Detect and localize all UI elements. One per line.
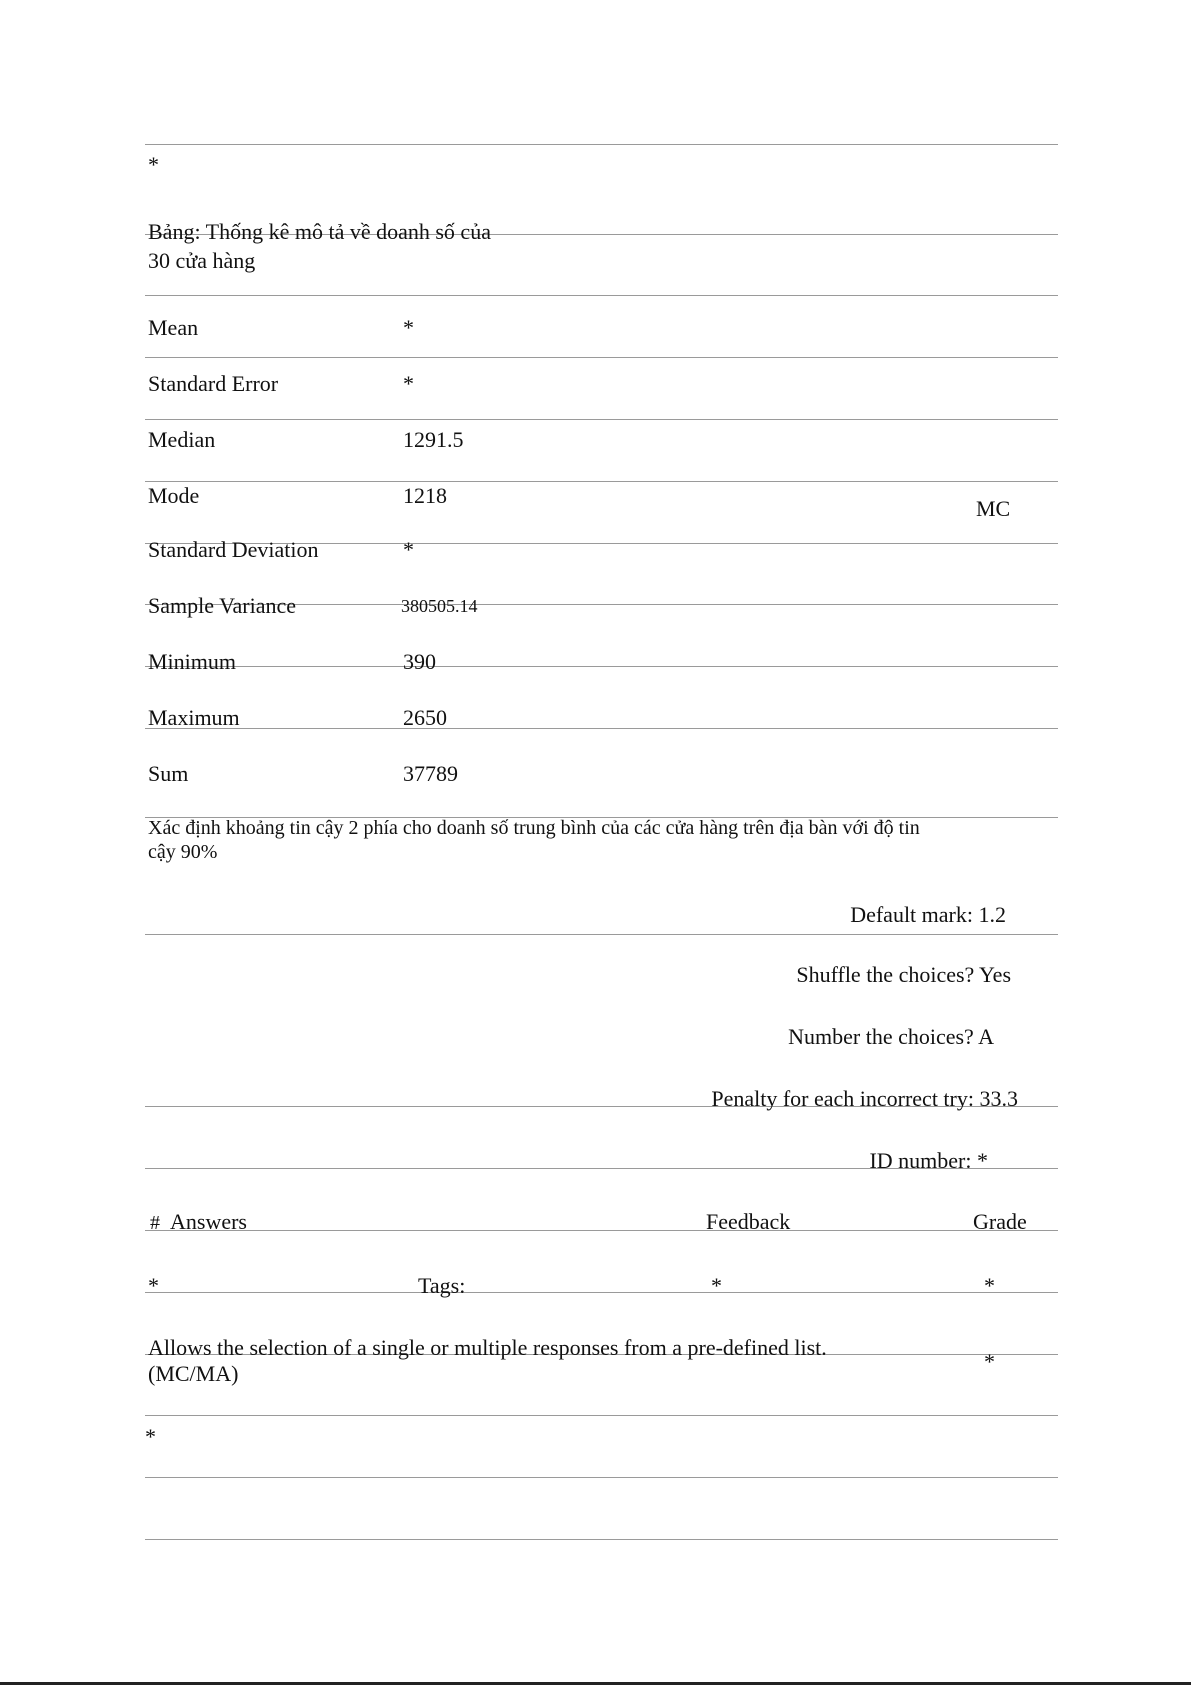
row-label-mean: Mean — [148, 315, 199, 340]
row-label-standard-deviation: Standard Deviation — [148, 537, 319, 562]
rule — [145, 1539, 1058, 1540]
id-number: ID number: * — [869, 1148, 988, 1173]
tags-label: Tags: — [418, 1273, 466, 1298]
answer-number: * — [148, 1273, 159, 1298]
rule — [145, 1415, 1058, 1416]
question-type-description-line2: (MC/MA) — [148, 1361, 239, 1386]
row-label-median: Median — [148, 427, 216, 452]
answers-hash-header: # — [150, 1212, 160, 1234]
question-type: MC — [976, 496, 1011, 521]
row-value-mode: 1218 — [403, 483, 447, 508]
question-text-line2: cậy 90% — [148, 841, 218, 863]
penalty: Penalty for each incorrect try: 33.3 — [711, 1086, 1018, 1111]
number-choices: Number the choices? A — [788, 1024, 994, 1049]
grade-header: Grade — [973, 1209, 1027, 1234]
default-mark: Default mark: 1.2 — [850, 902, 1006, 927]
rule — [145, 728, 1058, 729]
rule — [145, 481, 1058, 482]
row-label-mode: Mode — [148, 483, 200, 508]
rule — [145, 1292, 1058, 1293]
rule — [145, 295, 1058, 296]
rule — [145, 666, 1058, 667]
rule — [145, 1230, 1058, 1231]
feedback-header: Feedback — [706, 1209, 791, 1234]
answers-header: Answers — [170, 1209, 247, 1234]
row-value-maximum: 2650 — [403, 705, 447, 730]
row-label-minimum: Minimum — [148, 649, 237, 674]
rule — [145, 419, 1058, 420]
row-value-sample-variance: 380505.14 — [401, 596, 478, 616]
rule — [145, 144, 1058, 145]
row-label-sum: Sum — [148, 761, 189, 786]
row-value-minimum: 390 — [403, 649, 436, 674]
bottom-placeholder: * — [145, 1424, 156, 1449]
top-placeholder: * — [148, 152, 159, 177]
row-value-sum: 37789 — [403, 761, 458, 786]
row-label-standard-error: Standard Error — [148, 371, 279, 396]
row-value-median: 1291.5 — [403, 427, 464, 452]
answer-feedback: * — [711, 1273, 722, 1298]
row-label-maximum: Maximum — [148, 705, 240, 730]
rule — [145, 1477, 1058, 1478]
row-value-standard-deviation: * — [403, 537, 414, 562]
answer-grade: * — [984, 1273, 995, 1298]
shuffle-choices: Shuffle the choices? Yes — [796, 962, 1011, 987]
row-label-sample-variance: Sample Variance — [148, 593, 297, 618]
row-value-standard-error: * — [403, 371, 414, 396]
question-type-description-line1: Allows the selection of a single or multiple responses from a pre-defined list. — [148, 1335, 827, 1360]
rule — [145, 934, 1058, 935]
question-text-line1: Xác định khoảng tin cậy 2 phía cho doanh số trung bình của các cửa hàng trên địa bàn với độ tin — [148, 817, 920, 839]
table-caption-line1: Bảng: Thống kê mô tả về doanh số của — [148, 219, 491, 244]
row-value-mean: * — [403, 315, 414, 340]
table-caption-line2: 30 cửa hàng — [148, 248, 256, 273]
rule — [145, 357, 1058, 358]
description-mark: * — [984, 1349, 995, 1374]
